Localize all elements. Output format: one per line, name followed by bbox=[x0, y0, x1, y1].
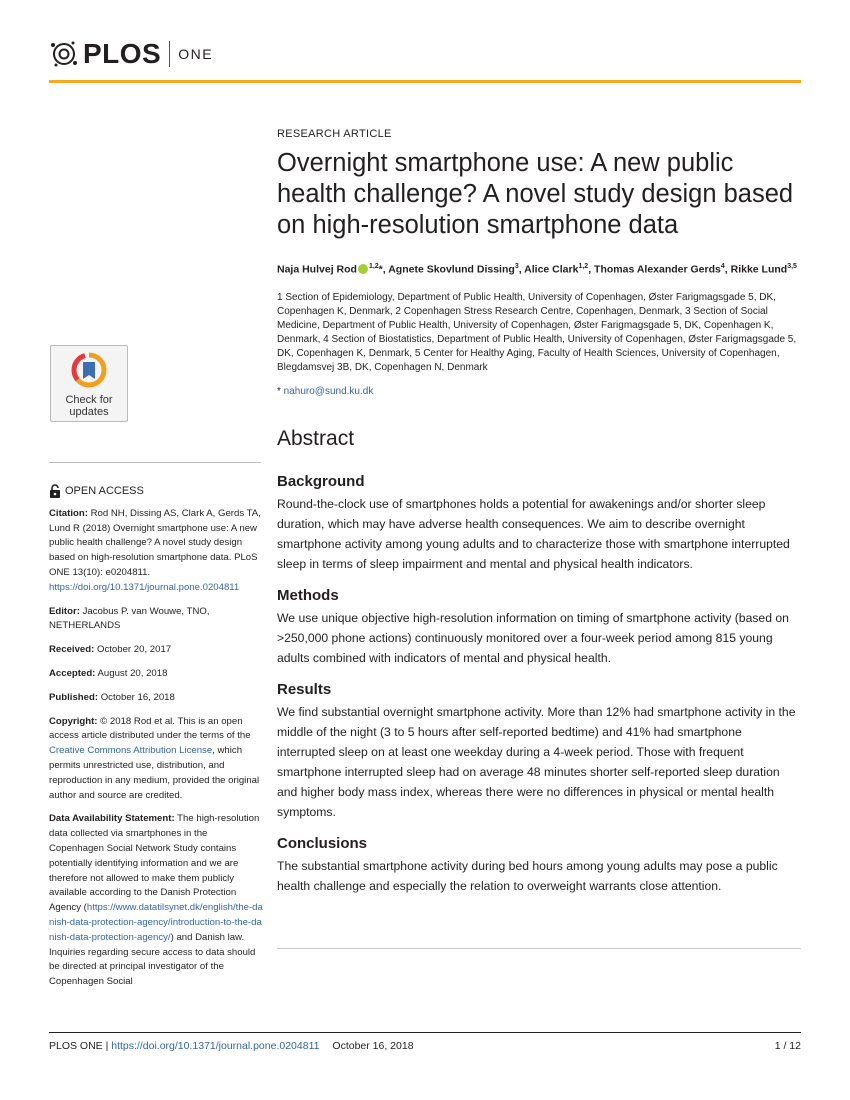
check-updates-line1: Check for bbox=[65, 394, 113, 406]
author-affil: 4 bbox=[720, 263, 725, 270]
plos-one-logo[interactable] bbox=[49, 35, 213, 73]
open-access-label: OPEN ACCESS bbox=[65, 485, 144, 497]
author-sep: , bbox=[724, 263, 731, 276]
author-sep: , bbox=[588, 263, 595, 276]
logo-plos-text: PLOS bbox=[83, 38, 162, 69]
author-affil: 1,2 bbox=[578, 263, 589, 270]
author-affil: 3 bbox=[514, 263, 519, 270]
copyright-label: Copyright: bbox=[49, 715, 98, 727]
section-text: We find substantial overnight smartphone activity. More than 12% had smartphone activity in the middle of the night (3 to 5 hours after self-reported bedtime) and 41% had smartphone interrupted sleep on at least one weekday during a 4-week period. Those with frequent smartphone interrupted sleep had on average 48 minutes shorter self-reported sleep duration and higher body mass index, whereas there were no differences in physical or mental health symptoms. bbox=[277, 705, 796, 819]
editor bbox=[49, 605, 263, 635]
section-text: The substantial smartphone activity during bed hours among young adults may pose a public health challenge and especially the relation to overweight warrants close attention. bbox=[277, 859, 778, 893]
corr-email-link[interactable]: nahuro@sund.ku.dk bbox=[283, 386, 374, 397]
abstract-results bbox=[277, 681, 802, 822]
corresponding-author bbox=[277, 386, 802, 397]
abstract-end-rule bbox=[277, 948, 801, 949]
section-heading: Conclusions bbox=[277, 835, 368, 852]
check-for-updates-badge[interactable] bbox=[50, 345, 128, 422]
received-date: October 20, 2017 bbox=[97, 644, 172, 656]
footer-date: October 16, 2018 bbox=[332, 1040, 414, 1052]
author-name[interactable]: Rikke Lund bbox=[730, 263, 788, 276]
footer-left bbox=[49, 1040, 414, 1052]
data-availability-label: Data Availability Statement: bbox=[49, 813, 175, 825]
editor-text: Jacobus P. van Wouwe, TNO, NETHERLANDS bbox=[49, 605, 210, 632]
received bbox=[49, 643, 263, 658]
citation-text: Rod NH, Dissing AS, Clark A, Gerds TA, Lund R (2018) Overnight smartphone use: A new public health challenge? A novel study design based on high-resolution smartphone data. PLoS ONE 13(10): e0204811. bbox=[49, 507, 261, 578]
author-list bbox=[277, 259, 802, 278]
abstract-background bbox=[277, 473, 802, 574]
section-text: Round-the-clock use of smartphones holds a potential for awakenings and/or shorter sleep duration, which may have adverse health consequences. We aim to describe overnight smartphone activity among young adults and to characterize those with smartphone interrupted sleep in terms of sleep impairment and mental and physical health indicators. bbox=[277, 497, 790, 571]
accepted bbox=[49, 667, 263, 682]
author-name[interactable]: Naja Hulvej Rod bbox=[277, 263, 357, 276]
open-lock-icon bbox=[49, 484, 61, 498]
accepted-date: August 20, 2018 bbox=[97, 667, 168, 679]
footer-journal: PLOS ONE | bbox=[49, 1040, 112, 1052]
check-updates-icon bbox=[71, 352, 107, 388]
author-name[interactable]: Alice Clark bbox=[524, 263, 579, 276]
accepted-label: Accepted: bbox=[49, 667, 96, 679]
abstract-conclusions bbox=[277, 835, 802, 896]
copyright bbox=[49, 715, 263, 804]
article-sidebar bbox=[49, 484, 263, 999]
author-name[interactable]: Agnete Skovlund Dissing bbox=[388, 263, 515, 276]
section-heading: Background bbox=[277, 473, 365, 490]
published-date: October 16, 2018 bbox=[100, 691, 175, 703]
published-label: Published: bbox=[49, 691, 99, 703]
section-heading: Results bbox=[277, 681, 332, 698]
data-availability-text: The high-resolution data collected via smartphones in the Copenhagen Social Network Study contains potentially identifying information and we are therefore not allowed to make them publicly available according to the Danish Protection Agency ( bbox=[49, 813, 260, 914]
plos-logo-mark-icon bbox=[49, 39, 79, 69]
article-main bbox=[277, 128, 802, 896]
check-updates-line2: updates bbox=[69, 406, 109, 418]
logo-one-text: ONE bbox=[178, 46, 214, 62]
abstract-heading: Abstract bbox=[277, 427, 355, 450]
header-rule bbox=[49, 80, 801, 83]
abstract-methods bbox=[277, 587, 802, 668]
open-access-badge[interactable] bbox=[49, 484, 263, 499]
footer-rule bbox=[49, 1032, 801, 1033]
received-label: Received: bbox=[49, 644, 95, 656]
corr-prefix: * bbox=[277, 386, 284, 397]
data-availability-text-end: ) and Danish law. Inquiries regarding secure access to data should be directed at principal investigator of the Copenhagen Social bbox=[49, 931, 256, 988]
data-protection-link[interactable]: https://www.datatilsynet.dk/english/the-danish-data-protection-agency/introduction-to-the-danish-data-protection-agency/ bbox=[49, 902, 263, 943]
orcid-icon[interactable] bbox=[358, 264, 368, 274]
section-heading: Methods bbox=[277, 587, 339, 604]
sidebar-rule bbox=[49, 462, 261, 463]
article-type: RESEARCH ARTICLE bbox=[277, 128, 392, 140]
citation-label: Citation: bbox=[49, 507, 88, 519]
section-text: We use unique objective high-resolution information on timing of smartphone activity (based on >250,000 phone actions) continuously monitored over a four-week period among 815 young adults combined with indicators of mental and physical health. bbox=[277, 611, 789, 665]
citation-doi-link[interactable]: https://doi.org/10.1371/journal.pone.0204811 bbox=[49, 581, 240, 593]
copyright-text-end: , which permits unrestricted use, distribution, and reproduction in any medium, provided the original author and source are credited. bbox=[49, 745, 260, 801]
footer-doi-link[interactable]: https://doi.org/10.1371/journal.pone.0204811 bbox=[111, 1040, 320, 1052]
page-footer bbox=[49, 1040, 801, 1052]
page-number: 1 / 12 bbox=[774, 1040, 801, 1052]
citation bbox=[49, 507, 263, 596]
affiliations: 1 Section of Epidemiology, Department of Public Health, University of Copenhagen, Øster Farigmagsgade 5, DK, Copenhagen K, Denmark, 2 Copenhagen Stress Research Centre, Copenhagen, Denmark, 3 Section of Social Medicine, Department of Public Health, University of Copenhagen, Øster Farigmagsgade 5, DK, Copenhagen K, Denmark, 4 Section of Biostatistics, Department of Public Health, University of Copenhagen, Øster Farigmagsgade 5, DK, Copenhagen K, Denmark, 5 Center for Healthy Aging, Faculty of Health Sciences, University of Copenhagen, Blegdamsvej 3B, DK, Copenhagen N, Denmark bbox=[277, 292, 797, 373]
logo-separator bbox=[169, 41, 170, 67]
author-sep: *, bbox=[378, 263, 389, 276]
author-affil: 3,5 bbox=[787, 263, 797, 270]
data-availability bbox=[49, 812, 263, 990]
article-title: Overnight smartphone use: A new public health challenge? A novel study design based on high-resolution smartphone data bbox=[277, 149, 794, 239]
author-sep: , bbox=[518, 263, 525, 276]
author-name[interactable]: Thomas Alexander Gerds bbox=[594, 263, 721, 276]
published bbox=[49, 691, 263, 706]
copyright-text: © 2018 Rod et al. This is an open access article distributed under the terms of the bbox=[49, 715, 251, 742]
author-affil: 1,2 bbox=[368, 263, 379, 270]
editor-label: Editor: bbox=[49, 605, 80, 617]
license-link[interactable]: Creative Commons Attribution License bbox=[49, 745, 213, 757]
